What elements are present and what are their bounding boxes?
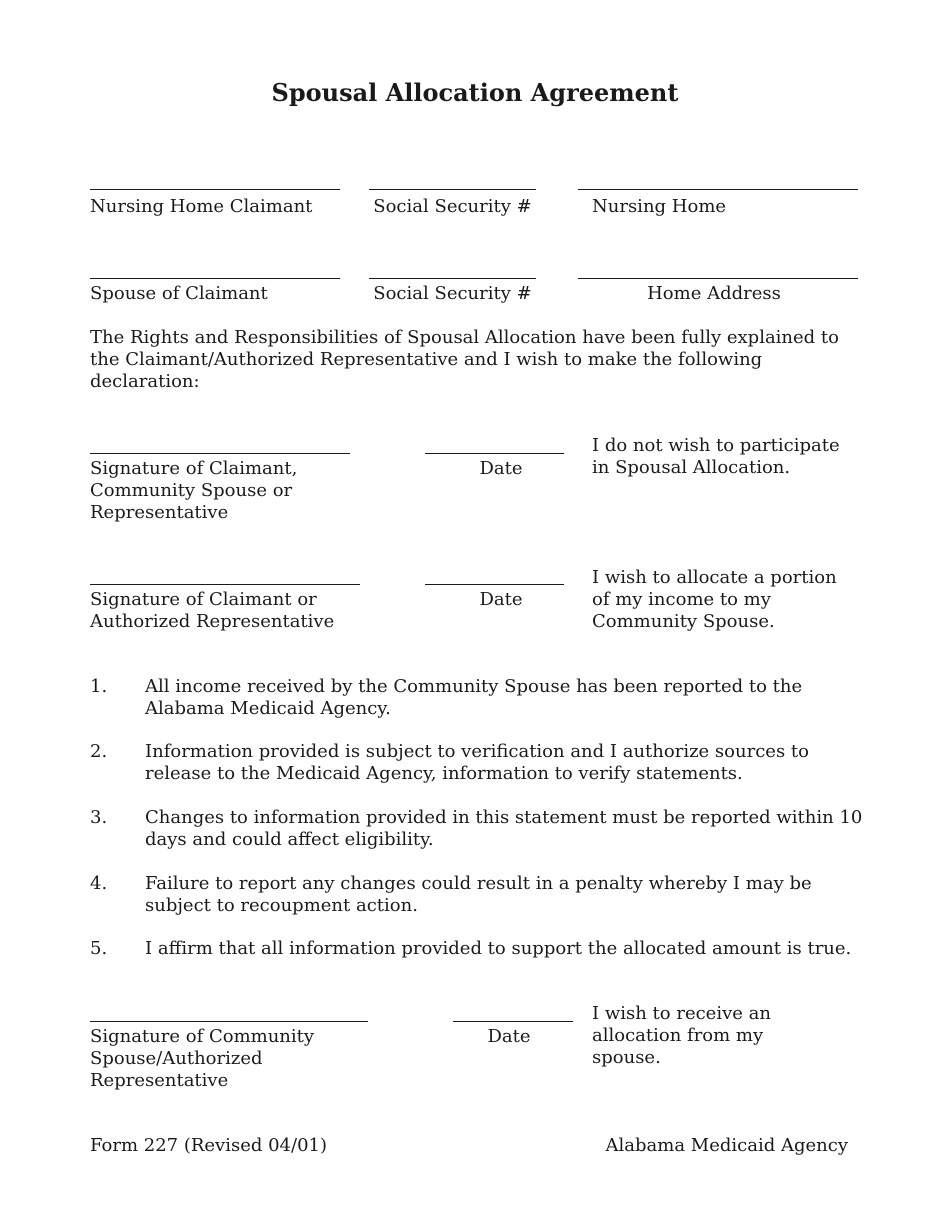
nursing-home-label: Nursing Home (592, 196, 727, 217)
declaration-text: The Rights and Responsibilities of Spousal Allocation have been fully explained to the Claimant/Authorized Representative and I wish to make the following declaration: (90, 327, 839, 392)
form-id: Form 227 (Revised 04/01) (90, 1135, 327, 1156)
claimant-ssn-line[interactable] (369, 189, 536, 190)
option1-signature-line[interactable] (90, 453, 350, 454)
item-number: 4. (90, 873, 108, 894)
page-title: Spousal Allocation Agreement (271, 78, 679, 107)
option2-date-label: Date (479, 589, 523, 610)
option3-signature-label: Signature of Community Spouse/Authorized Representative (90, 1026, 315, 1091)
item-number: 5. (90, 938, 108, 959)
nursing-home-line[interactable] (578, 189, 858, 190)
option2-signature-label: Signature of Claimant or Authorized Representative (90, 589, 335, 632)
item-text: Information provided is subject to verification and I authorize sources to release to the Medicaid Agency, information to verify statements. (145, 741, 809, 784)
option3-date-label: Date (487, 1026, 531, 1047)
item-text: Changes to information provided in this statement must be reported within 10 days and could affect eligibility. (145, 807, 863, 850)
agency-name: Alabama Medicaid Agency (605, 1135, 848, 1156)
item-number: 2. (90, 741, 108, 762)
home-address-line[interactable] (578, 278, 858, 279)
option3-statement: I wish to receive an allocation from my spouse. (592, 1003, 771, 1068)
claimant-name-line[interactable] (90, 189, 340, 190)
item-number: 1. (90, 676, 108, 697)
spouse-ssn-label: Social Security # (373, 283, 532, 304)
option1-date-label: Date (479, 458, 523, 479)
option1-date-line[interactable] (425, 453, 564, 454)
option2-statement: I wish to allocate a portion of my income to my Community Spouse. (592, 567, 837, 632)
option1-statement: I do not wish to participate in Spousal Allocation. (592, 435, 840, 478)
option3-date-line[interactable] (453, 1021, 573, 1022)
item-text: All income received by the Community Spouse has been reported to the Alabama Medicaid Agency. (145, 676, 803, 719)
claimant-label: Nursing Home Claimant (90, 196, 313, 217)
spouse-ssn-line[interactable] (369, 278, 536, 279)
option2-date-line[interactable] (425, 584, 564, 585)
home-address-label: Home Address (647, 283, 781, 304)
option2-signature-line[interactable] (90, 584, 360, 585)
option3-signature-line[interactable] (90, 1021, 368, 1022)
item-number: 3. (90, 807, 108, 828)
claimant-ssn-label: Social Security # (373, 196, 532, 217)
item-text: Failure to report any changes could result in a penalty whereby I may be subject to recoupment action. (145, 873, 812, 916)
spouse-label: Spouse of Claimant (90, 283, 268, 304)
spouse-name-line[interactable] (90, 278, 340, 279)
item-text: I affirm that all information provided to support the allocated amount is true. (145, 938, 852, 959)
option1-signature-label: Signature of Claimant, Community Spouse or Representative (90, 458, 298, 523)
